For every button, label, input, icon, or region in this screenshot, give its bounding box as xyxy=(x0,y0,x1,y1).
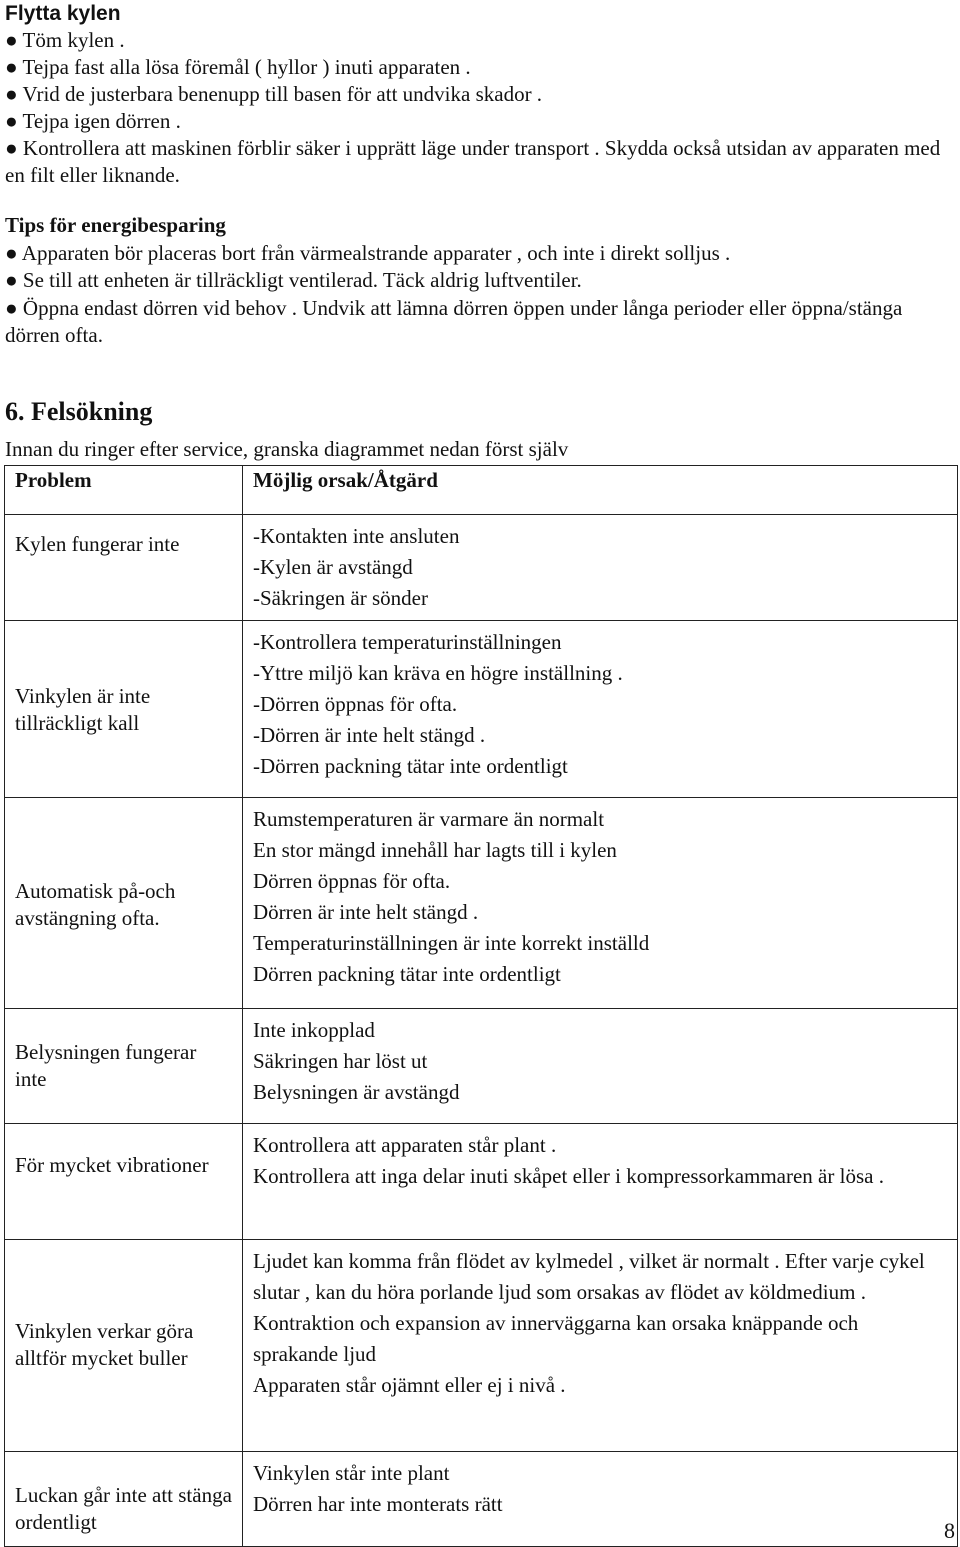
cause-cell xyxy=(243,1124,958,1240)
cause-line: -Dörren öppnas för ofta. xyxy=(253,692,458,716)
troubleshooting-table xyxy=(4,465,958,1547)
cause-line: Säkringen har löst ut xyxy=(253,1049,428,1073)
problem-text: Belysningen fungerar inte xyxy=(15,1040,197,1091)
problem-text: För mycket vibrationer xyxy=(15,1153,209,1177)
table-row xyxy=(5,1452,958,1547)
list-item: ● Apparaten bör placeras bort från värmealstrande apparater , och inte i direkt solljus . xyxy=(5,240,731,265)
cause-line: En stor mängd innehåll har lagts till i kylen xyxy=(253,838,617,862)
cause-cell xyxy=(243,515,958,621)
table-row xyxy=(5,1124,958,1240)
cause-line: -Dörren packning tätar inte ordentligt xyxy=(253,754,568,778)
section-energy-tips xyxy=(5,212,955,350)
cause-line: Dörren är inte helt stängd . xyxy=(253,900,479,924)
problem-text: Kylen fungerar inte xyxy=(15,532,180,556)
problem-cell xyxy=(5,1452,243,1547)
section-title: Flytta kylen xyxy=(5,2,121,25)
section-moving-fridge xyxy=(5,0,955,189)
table-row xyxy=(5,621,958,798)
cause-line: Belysningen är avstängd xyxy=(253,1080,460,1104)
problem-cell xyxy=(5,798,243,1009)
cause-cell xyxy=(243,1452,958,1547)
cause-line: Dörren öppnas för ofta. xyxy=(253,869,451,893)
list-item: ● Se till att enheten är tillräckligt ventilerad. Täck aldrig luftventiler. xyxy=(5,268,582,292)
cause-cell xyxy=(243,1009,958,1124)
cause-line: Ljudet kan komma från flödet av kylmedel , vilket är normalt . Efter varje cykel slutar , kan du höra porlande ljud som orsakas av flödet av köldmedium . xyxy=(253,1249,925,1304)
cause-line: Temperaturinställningen är inte korrekt inställd xyxy=(253,931,650,955)
problem-cell xyxy=(5,515,243,621)
list-item: ● Kontrollera att maskinen förblir säker i upprätt läge under transport . Skydda också utsidan av apparaten med en filt eller liknande. xyxy=(5,136,941,187)
cause-line: Kontraktion och expansion av innerväggarna kan orsaka knäppande och sprakande ljud xyxy=(253,1311,859,1366)
list-item: ● Töm kylen . xyxy=(5,28,125,52)
cause-line: Dörren har inte monterats rätt xyxy=(253,1492,503,1516)
cause-line: Vinkylen står inte plant xyxy=(253,1461,450,1485)
header-cause: Möjlig orsak/Åtgärd xyxy=(243,466,958,515)
problem-cell xyxy=(5,1009,243,1124)
cause-line: -Yttre miljö kan kräva en högre inställning . xyxy=(253,661,623,685)
problem-text: Luckan går inte att stänga ordentligt xyxy=(15,1483,232,1534)
troubleshooting-title: 6. Felsökning xyxy=(5,397,153,426)
cause-cell xyxy=(243,798,958,1009)
troubleshooting-intro: Innan du ringer efter service, granska diagrammet nedan först själv xyxy=(5,437,569,461)
cause-line: Rumstemperaturen är varmare än normalt xyxy=(253,807,605,831)
cause-line: Kontrollera att apparaten står plant . xyxy=(253,1133,557,1157)
cause-line: Inte inkopplad xyxy=(253,1018,375,1042)
list-item: ● Vrid de justerbara benenupp till basen för att undvika skador . xyxy=(5,82,543,106)
list-item: ● Tejpa fast alla lösa föremål ( hyllor ) inuti apparaten . xyxy=(5,55,471,79)
cause-line: -Kontrollera temperaturinställningen xyxy=(253,630,562,654)
cause-line: -Dörren är inte helt stängd . xyxy=(253,723,486,747)
cause-cell xyxy=(243,621,958,798)
list-item: ● Öppna endast dörren vid behov . Undvik att lämna dörren öppen under långa perioder eller öppna/stänga dörren ofta. xyxy=(5,295,903,347)
problem-cell xyxy=(5,621,243,798)
cause-line: Kontrollera att inga delar inuti skåpet eller i kompressorkammaren är lösa . xyxy=(253,1164,884,1188)
problem-cell xyxy=(5,1124,243,1240)
table-row xyxy=(5,1009,958,1124)
table-row xyxy=(5,515,958,621)
list-item: ● Tejpa igen dörren . xyxy=(5,109,181,133)
problem-text: Automatisk på-och avstängning ofta. xyxy=(15,879,176,930)
table-header-row xyxy=(5,466,958,515)
problem-cell xyxy=(5,1240,243,1452)
problem-text: Vinkylen är inte tillräckligt kall xyxy=(15,684,151,735)
cause-line: -Kylen är avstängd xyxy=(253,555,413,579)
page-number: 8 xyxy=(944,1518,955,1543)
table-row xyxy=(5,798,958,1009)
header-problem: Problem xyxy=(5,466,243,515)
cause-cell xyxy=(243,1240,958,1452)
problem-text: Vinkylen verkar göra alltför mycket buller xyxy=(15,1319,194,1370)
table-row xyxy=(5,1240,958,1452)
cause-line: -Säkringen är sönder xyxy=(253,586,428,610)
cause-line: Dörren packning tätar inte ordentligt xyxy=(253,962,561,986)
cause-line: Apparaten står ojämnt eller ej i nivå . xyxy=(253,1373,566,1397)
cause-line: -Kontakten inte ansluten xyxy=(253,524,460,548)
section-title: Tips för energibesparing xyxy=(5,213,226,237)
